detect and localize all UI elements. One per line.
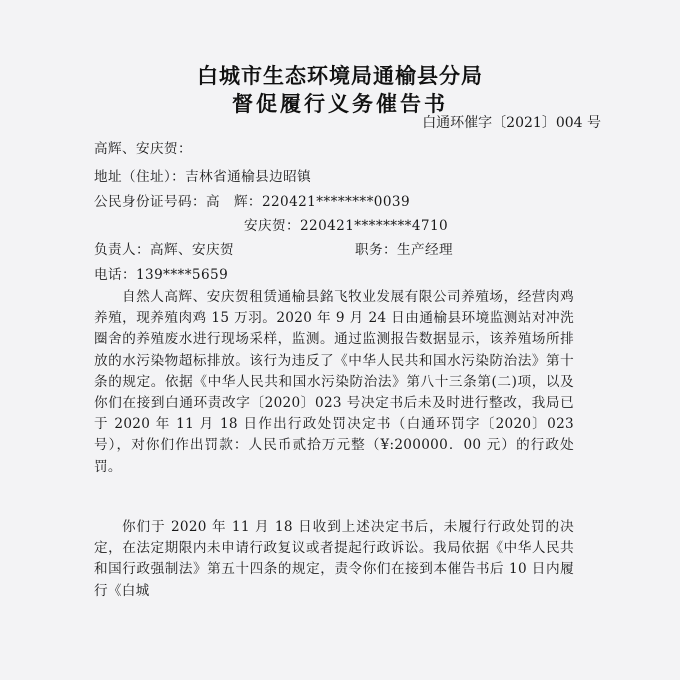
id-number: 220421********0039: [261, 194, 410, 210]
address-row: [94, 165, 311, 185]
responsible-value: 高辉、安庆贺: [149, 242, 234, 258]
body-paragraph-2: [94, 517, 574, 602]
document-number: 白通环催字〔2021〕004 号: [422, 115, 601, 131]
paragraph-text: 自然人高辉、安庆贺租赁通榆县銘飞牧业发展有限公司养殖场，经营肉鸡养殖，现养殖肉鸡 15 万羽。2020 年 9 月 24 日由通榆县环境监测站对冲洗圈舍的养殖废水进行现场采样，监测。通过监测报告数据显示，该养殖场所排放的水污染物超标排放。该行为违反了《中华人民共和国水污染防治法》第十条的规定。依据《中华人民共和国水污染防治法》第八十三条第(二)项，以及你们在接到白通环责改字〔2020〕023 号决定书后未及时进行整改，我局已于 2020 年 11 月 18 日作出行政处罚决定书（白通环罚字〔2020〕023 号），对你们作出罚款：人民币贰拾万元整（¥:200000．00 元）的行政处罚。: [94, 289, 574, 475]
phone-row: [94, 263, 228, 283]
responsible-label: 负责人：: [94, 242, 150, 258]
address-value: 吉林省通榆县边昭镇: [185, 169, 312, 185]
address-label: 地址（住址）：: [94, 169, 186, 185]
id-label: 公民身份证号码：: [94, 194, 206, 210]
body-paragraph-1: [94, 287, 574, 478]
id-row-2: [244, 214, 448, 234]
document-title-type: 督促履行义务催告书: [232, 92, 448, 116]
id-number: 220421********4710: [299, 218, 449, 234]
position-value: 生产经理: [396, 242, 453, 258]
paragraph-text: 你们于 2020 年 11 月 18 日收到上述决定书后，未履行行政处罚的决定，在法定期限内未申请行政复议或者提起行政诉讼。我局依据《中华人民共和国行政强制法》第五十四条的规定，责令你们在接到本催告书后 10 日内履行《白城: [94, 519, 574, 599]
responsible-row: [94, 238, 234, 258]
phone-value: 139****5659: [135, 267, 229, 283]
addressee: 高辉、安庆贺：: [94, 141, 192, 157]
id-row-1: [94, 190, 410, 210]
phone-label: 电话：: [94, 267, 136, 283]
document-title-agency: 白城市生态环境局通榆县分局: [197, 64, 483, 88]
id-name: 高 辉：: [205, 194, 262, 210]
position-label: 职务：: [355, 242, 397, 258]
id-name: 安庆贺：: [244, 218, 300, 234]
position-row: [355, 238, 453, 258]
